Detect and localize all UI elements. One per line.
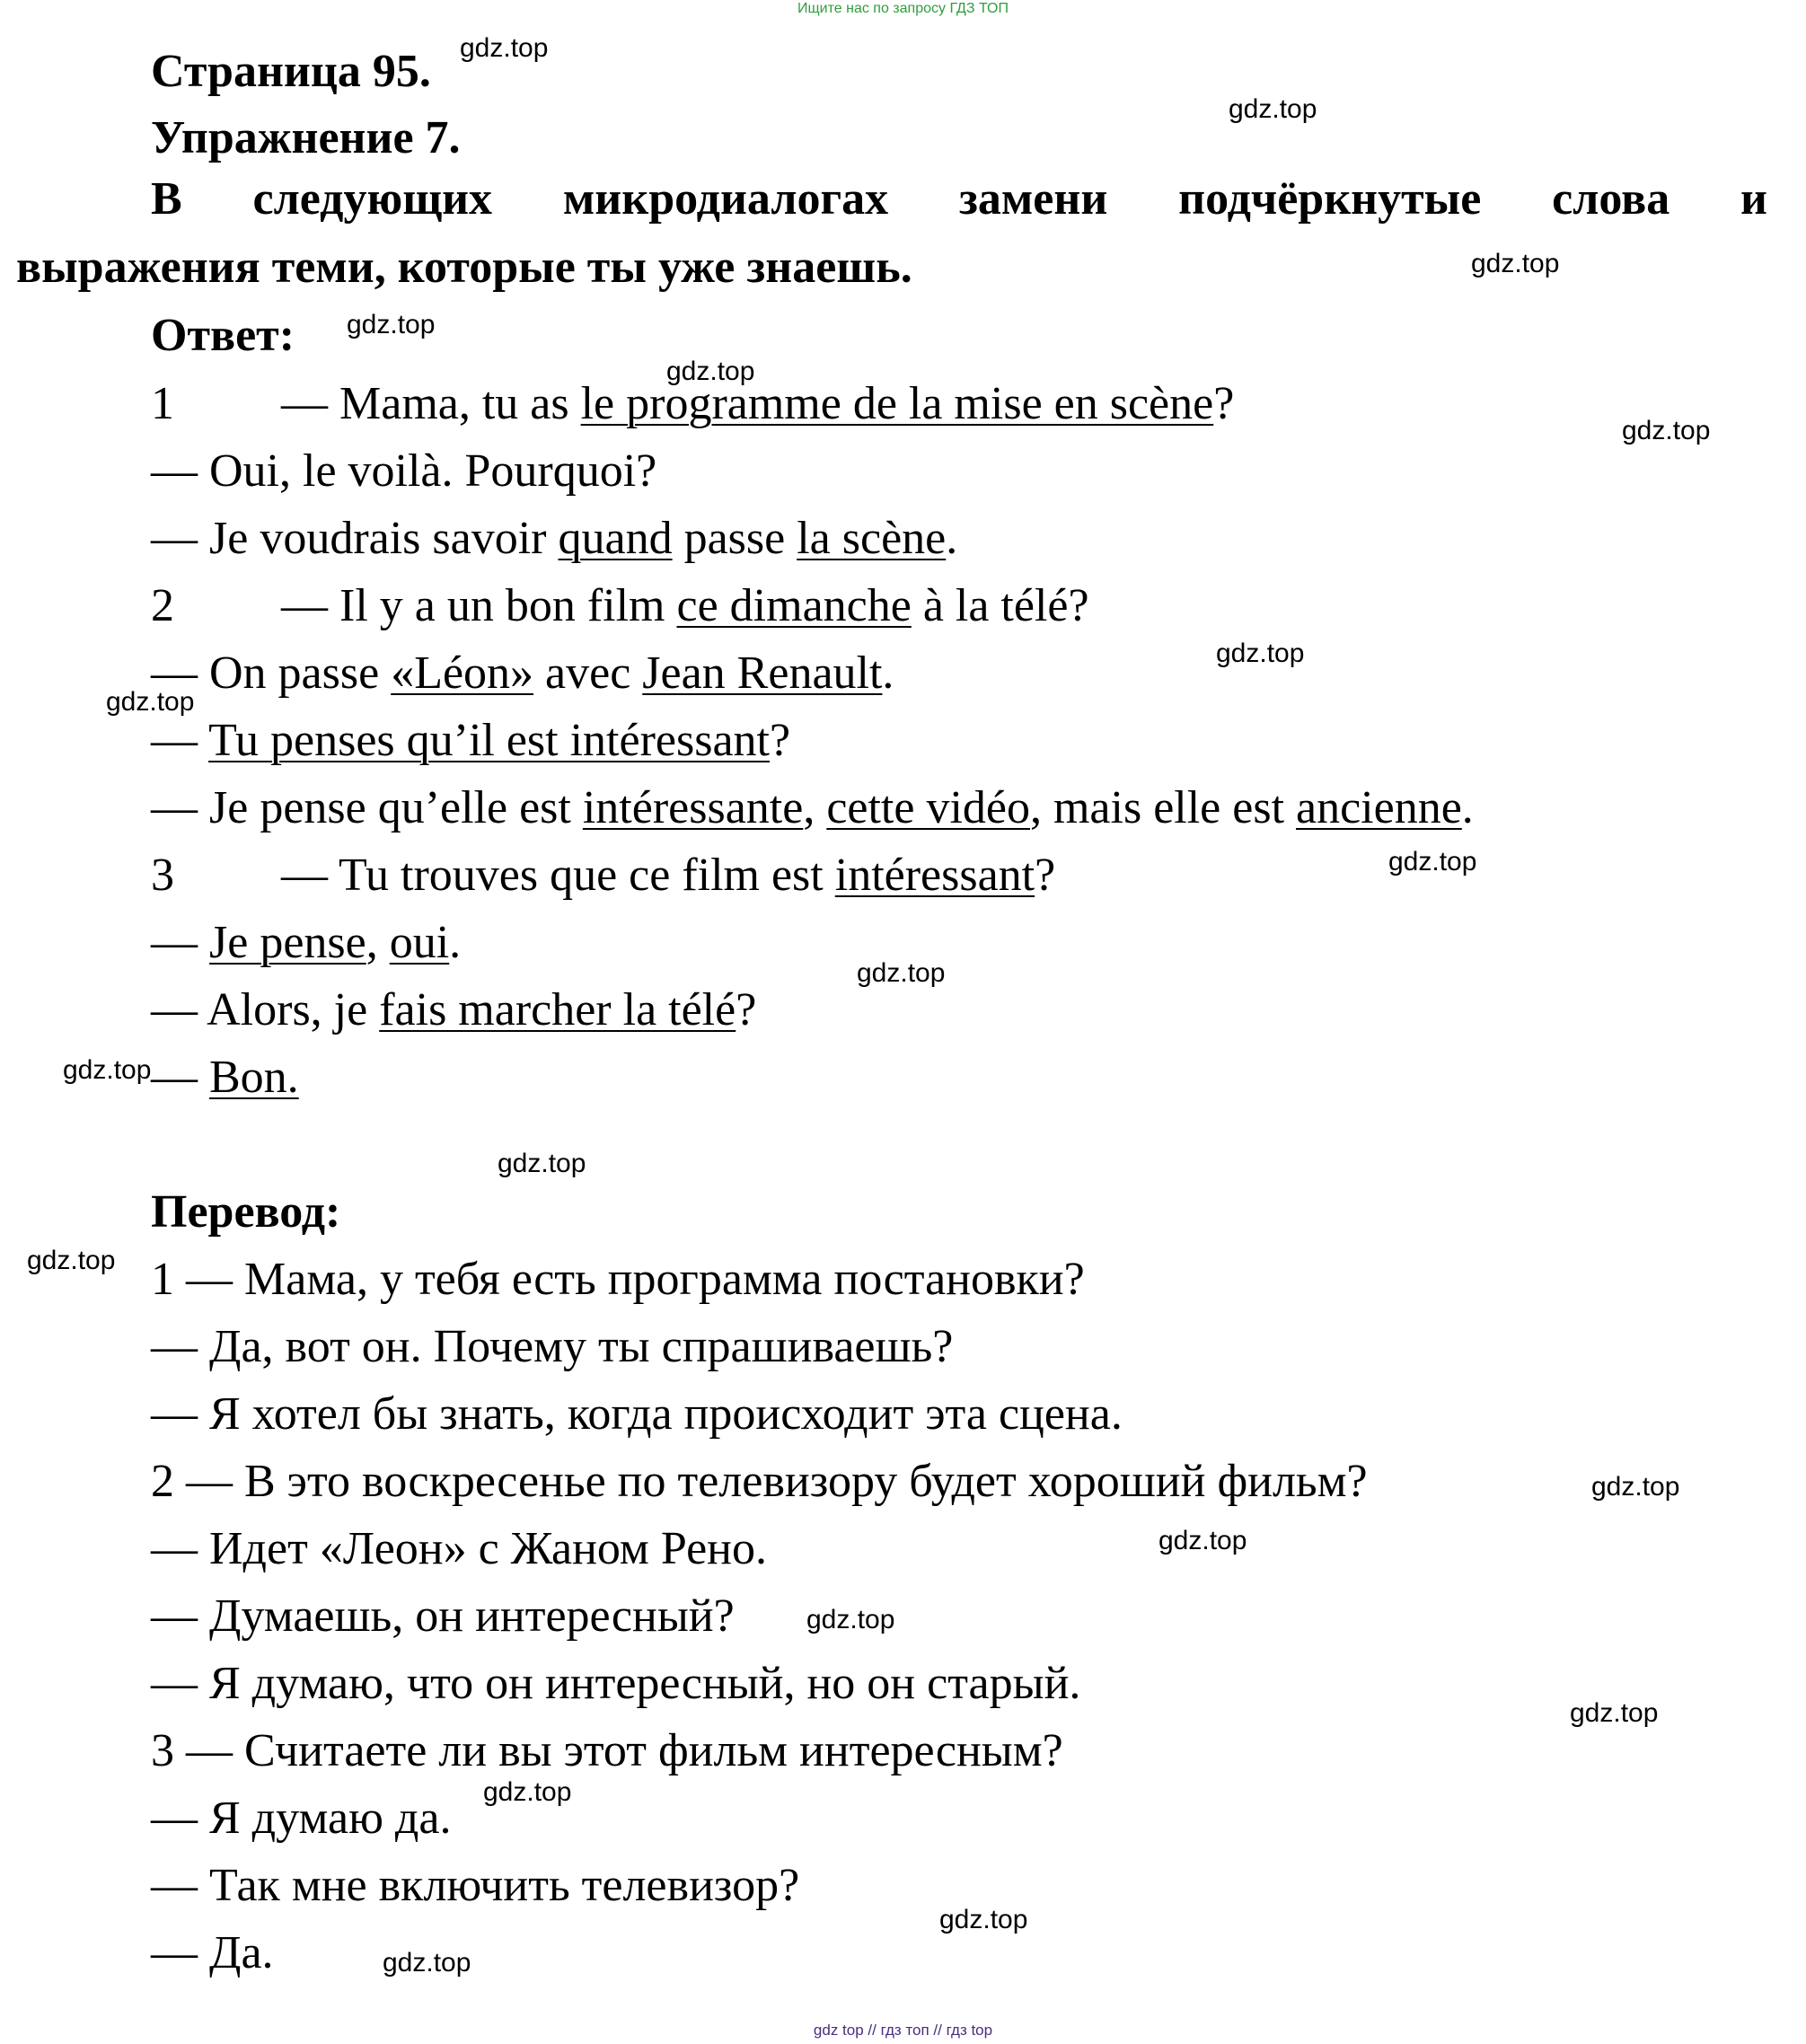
underlined-phrase: oui <box>389 917 450 968</box>
underlined-phrase: cette vidéo <box>826 782 1030 833</box>
text: avec <box>533 648 643 699</box>
dialog-3-line-3 <box>151 982 756 1039</box>
translation-line: — Я хотел бы знать, когда происходит эта сцена. <box>151 1388 1123 1440</box>
translation-line: — Да, вот он. Почему ты спрашиваешь? <box>151 1321 954 1372</box>
underlined-phrase: la scène <box>797 513 947 564</box>
underlined-phrase: ancienne <box>1296 782 1462 833</box>
watermark: gdz.top <box>347 310 436 339</box>
translation-line: 1 — Мама, у тебя есть программа постановки? <box>151 1254 1085 1305</box>
text: . <box>449 917 462 968</box>
watermark: gdz.top <box>106 687 195 717</box>
watermark: gdz.top <box>63 1055 152 1085</box>
dialog-2-line-2 <box>151 645 894 702</box>
watermark: gdz.top <box>939 1905 1028 1934</box>
translation-line: 3 — Считаете ли вы этот фильм интересным? <box>151 1725 1063 1776</box>
dialog-3-line-1 <box>151 847 1055 904</box>
text: — On passe <box>151 648 392 699</box>
dialog-2-line-3 <box>151 712 790 770</box>
translation-line: — Я думаю, что он интересный, но он старый. <box>151 1658 1081 1709</box>
watermark: gdz.top <box>857 958 946 988</box>
text: passe <box>672 513 797 564</box>
dialog-number: 2 <box>151 580 174 631</box>
watermark: gdz.top <box>1591 1472 1680 1502</box>
text: ? <box>1035 850 1056 901</box>
watermark: gdz.top <box>1570 1698 1659 1728</box>
translation-line: — Идет «Леон» с Жаном Рено. <box>151 1523 767 1574</box>
underlined-phrase: le programme de la mise en scène <box>580 378 1214 429</box>
text: à la télé? <box>911 580 1089 631</box>
task-text-line-1: В следующих микродиалогах замени подчёркнутые слова и <box>151 173 1767 225</box>
dialog-number: 3 <box>151 850 174 901</box>
watermark: gdz.top <box>1622 416 1711 445</box>
text: . <box>946 513 958 564</box>
text: ? <box>1213 378 1235 429</box>
dialog-1-line-2: — Oui, le voilà. Pourquoi? <box>151 445 657 497</box>
underlined-phrase: intéressante <box>582 782 804 833</box>
underlined-phrase: quand <box>558 513 673 564</box>
search-banner[interactable]: Ищите нас по запросу ГДЗ ТОП <box>797 1 1009 16</box>
text: ? <box>736 984 757 1035</box>
translation-line: 2 — В это воскресенье по телевизору будет хороший фильм? <box>151 1456 1368 1507</box>
underlined-phrase: Bon. <box>209 1052 299 1103</box>
underlined-phrase: ce dimanche <box>676 580 912 631</box>
translation-line: — Да. <box>151 1927 274 1978</box>
text: — Je pense qu’elle est <box>151 782 583 833</box>
watermark: gdz.top <box>383 1948 471 1978</box>
translation-line: — Думаешь, он интересный? <box>151 1590 735 1642</box>
task-text-line-2: выражения теми, которые ты уже знаешь. <box>16 242 912 293</box>
watermark: gdz.top <box>806 1605 895 1634</box>
text: , <box>366 917 390 968</box>
page-title: Страница 95. <box>151 46 431 97</box>
text: — Je voudrais savoir <box>151 513 559 564</box>
text: , <box>803 782 827 833</box>
text: , mais elle est <box>1029 782 1297 833</box>
text: . <box>1461 782 1474 833</box>
watermark: gdz.top <box>1471 249 1560 278</box>
answer-label: Ответ: <box>151 310 295 361</box>
dialog-3-line-4 <box>151 1049 299 1106</box>
translation-line: — Так мне включить телевизор? <box>151 1860 800 1911</box>
watermark: gdz.top <box>483 1777 572 1807</box>
dialog-2-line-4 <box>151 780 1474 837</box>
text: — <box>151 1052 209 1103</box>
text: . <box>882 648 894 699</box>
underlined-phrase: fais marcher la télé <box>379 984 736 1035</box>
text: — Alors, je <box>151 984 380 1035</box>
text: — Tu trouves que ce film est <box>281 850 835 901</box>
dialog-2-line-1 <box>151 577 1089 635</box>
underlined-phrase: Tu penses qu’il est intéressant <box>208 715 770 766</box>
dialog-number: 1 <box>151 378 174 429</box>
watermark: gdz.top <box>1216 639 1305 668</box>
dialog-3-line-2 <box>151 914 461 972</box>
watermark: gdz.top <box>1229 94 1317 124</box>
watermark: gdz.top <box>666 357 755 386</box>
translation-line: — Я думаю да. <box>151 1793 452 1844</box>
translation-label: Перевод: <box>151 1186 341 1238</box>
underlined-phrase: «Léon» <box>391 648 534 699</box>
watermark: gdz.top <box>498 1149 586 1178</box>
underlined-phrase: intéressant <box>834 850 1035 901</box>
text: — Il y a un bon film <box>281 580 677 631</box>
watermark: gdz.top <box>1158 1526 1247 1555</box>
underlined-phrase: Jean Renault <box>642 648 883 699</box>
watermark: gdz.top <box>27 1246 116 1275</box>
watermark: gdz.top <box>460 33 549 63</box>
text: — Mama, tu as <box>281 378 581 429</box>
text: ? <box>769 715 791 766</box>
exercise-title: Упражнение 7. <box>151 112 461 163</box>
text: — <box>151 715 209 766</box>
text: — <box>151 917 209 968</box>
watermark: gdz.top <box>1388 847 1477 877</box>
dialog-1-line-3 <box>151 510 957 568</box>
footer-links[interactable]: gdz top // гдз топ // гдз top <box>813 2022 993 2039</box>
underlined-phrase: Je pense <box>209 917 366 968</box>
